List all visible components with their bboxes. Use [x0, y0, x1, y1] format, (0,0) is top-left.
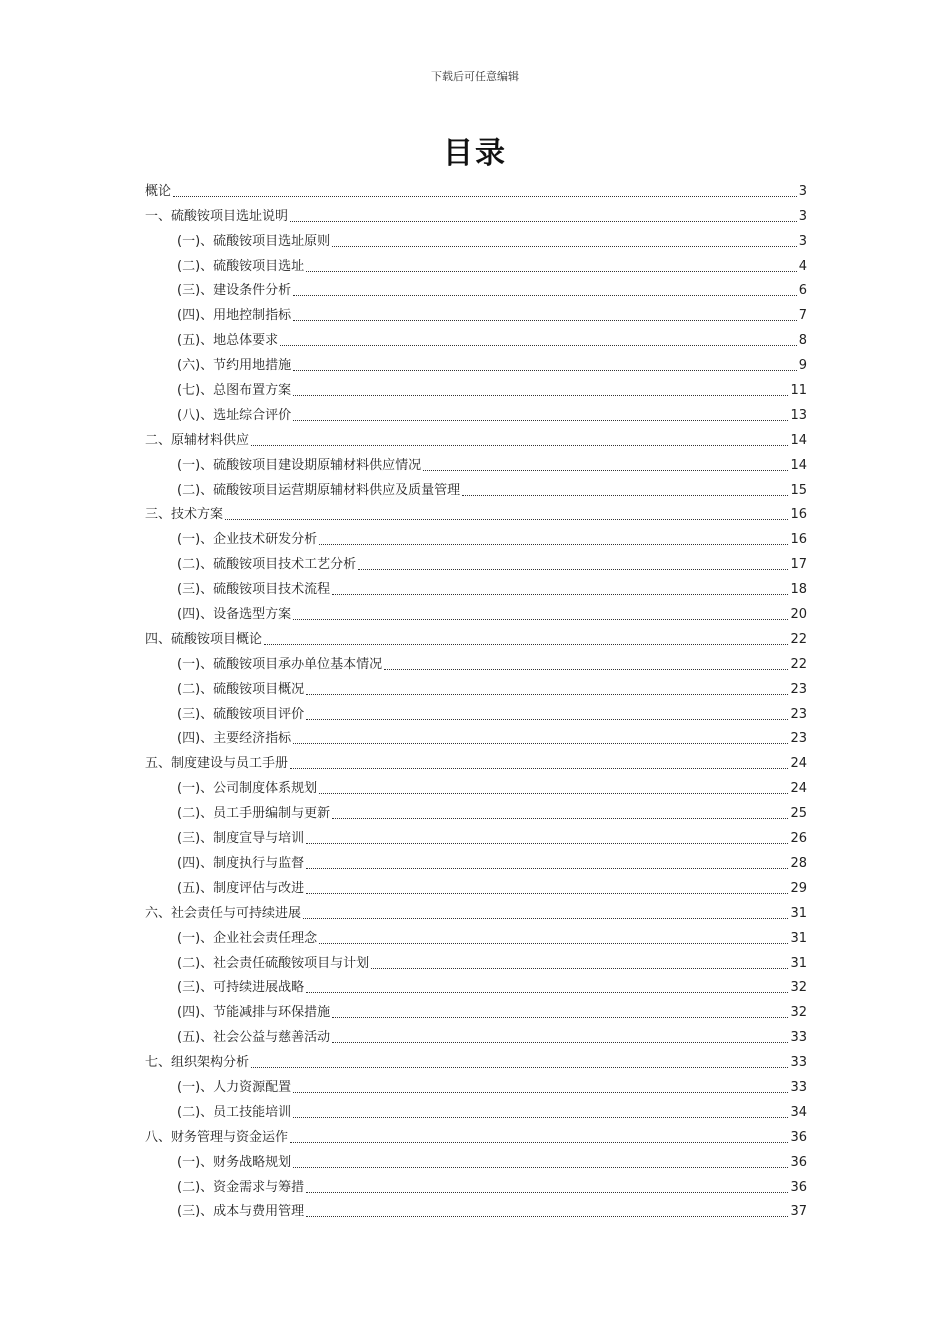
toc-entry[interactable] — [145, 200, 807, 225]
toc-entry-label: (三)、成本与费用管理 — [177, 1204, 305, 1220]
toc-entry[interactable] — [145, 648, 807, 673]
toc-dot-leader — [384, 668, 788, 670]
toc-entry[interactable] — [145, 424, 807, 449]
toc-entry-label: (一)、硫酸铵项目选址原则 — [177, 233, 331, 249]
toc-entry-label: (六)、节约用地措施 — [177, 358, 292, 374]
toc-dot-leader — [290, 220, 797, 222]
toc-dot-leader — [293, 742, 788, 744]
toc-entry[interactable] — [145, 175, 807, 200]
toc-entry-page-number: 7 — [798, 308, 807, 324]
toc-dot-leader — [319, 792, 788, 794]
toc-dot-leader — [293, 369, 797, 371]
toc-entry-label: 八、财务管理与资金运作 — [145, 1129, 289, 1145]
toc-entry-label: (三)、制度宣导与培训 — [177, 831, 305, 847]
toc-entry-label: 七、组织架构分析 — [145, 1055, 250, 1071]
toc-dot-leader — [293, 319, 797, 321]
toc-dot-leader — [332, 245, 797, 247]
toc-entry[interactable] — [145, 797, 807, 822]
toc-entry-label: (五)、社会公益与慈善活动 — [177, 1030, 331, 1046]
toc-dot-leader — [225, 518, 788, 520]
toc-dot-leader — [319, 543, 788, 545]
toc-entry-label: (一)、硫酸铵项目承办单位基本情况 — [177, 656, 383, 672]
toc-entry[interactable] — [145, 1196, 807, 1221]
toc-entry-page-number: 32 — [790, 980, 807, 996]
toc-dot-leader — [332, 1041, 788, 1043]
toc-dot-leader — [251, 1066, 788, 1068]
toc-entry-label: (二)、硫酸铵项目选址 — [177, 258, 305, 274]
toc-entry-label: (四)、设备选型方案 — [177, 607, 292, 623]
toc-entry[interactable] — [145, 299, 807, 324]
toc-dot-leader — [293, 1091, 788, 1093]
toc-entry[interactable] — [145, 225, 807, 250]
toc-entry-page-number: 8 — [798, 333, 807, 349]
toc-entry[interactable] — [145, 573, 807, 598]
toc-entry-page-number: 36 — [790, 1154, 807, 1170]
toc-entry[interactable] — [145, 897, 807, 922]
toc-entry-label: 三、技术方案 — [145, 507, 224, 523]
toc-dot-leader — [293, 419, 788, 421]
toc-entry-label: (二)、硫酸铵项目技术工艺分析 — [177, 557, 357, 573]
toc-dot-leader — [280, 344, 797, 346]
toc-dot-leader — [306, 991, 788, 993]
toc-dot-leader — [371, 967, 788, 969]
toc-entry-page-number: 24 — [790, 781, 807, 797]
toc-entry[interactable] — [145, 399, 807, 424]
toc-entry[interactable] — [145, 1021, 807, 1046]
toc-entry-label: (四)、节能减排与环保措施 — [177, 1005, 331, 1021]
toc-entry-label: 四、硫酸铵项目概论 — [145, 631, 263, 647]
toc-entry[interactable] — [145, 1121, 807, 1146]
toc-entry-label: (三)、可持续进展战略 — [177, 980, 305, 996]
toc-dot-leader — [293, 1166, 788, 1168]
toc-dot-leader — [306, 842, 788, 844]
toc-entry[interactable] — [145, 548, 807, 573]
toc-entry-label: (一)、财务战略规划 — [177, 1154, 292, 1170]
toc-entry-page-number: 11 — [790, 383, 807, 399]
toc-entry-page-number: 32 — [790, 1005, 807, 1021]
toc-entry-page-number: 17 — [790, 557, 807, 573]
toc-entry[interactable] — [145, 947, 807, 972]
toc-entry-label: (一)、企业社会责任理念 — [177, 930, 318, 946]
toc-entry-page-number: 24 — [790, 756, 807, 772]
toc-entry-label: (五)、地总体要求 — [177, 333, 279, 349]
toc-entry-label: (三)、建设条件分析 — [177, 283, 292, 299]
toc-entry-page-number: 14 — [790, 432, 807, 448]
toc-entry[interactable] — [145, 349, 807, 374]
toc-entry-page-number: 29 — [790, 880, 807, 896]
toc-dot-leader — [293, 294, 797, 296]
toc-entry-page-number: 9 — [798, 358, 807, 374]
toc-entry[interactable] — [145, 996, 807, 1021]
toc-entry-label: (四)、主要经济指标 — [177, 731, 292, 747]
toc-entry-label: 五、制度建设与员工手册 — [145, 756, 289, 772]
toc-entry[interactable] — [145, 698, 807, 723]
toc-dot-leader — [290, 767, 788, 769]
toc-entry[interactable] — [145, 499, 807, 524]
toc-dot-leader — [306, 1215, 788, 1217]
toc-entry[interactable] — [145, 523, 807, 548]
toc-entry[interactable] — [145, 747, 807, 772]
toc-entry[interactable] — [145, 1071, 807, 1096]
toc-dot-leader — [332, 1016, 788, 1018]
toc-dot-leader — [306, 1191, 788, 1193]
toc-entry-page-number: 3 — [798, 183, 807, 199]
toc-dot-leader — [173, 195, 797, 197]
toc-entry-label: (二)、员工手册编制与更新 — [177, 806, 331, 822]
toc-dot-leader — [306, 270, 797, 272]
toc-entry-label: (四)、制度执行与监督 — [177, 855, 305, 871]
toc-entry-page-number: 23 — [790, 681, 807, 697]
toc-entry[interactable] — [145, 872, 807, 897]
toc-entry[interactable] — [145, 1146, 807, 1171]
toc-dot-leader — [251, 444, 788, 446]
toc-entry-label: (一)、企业技术研发分析 — [177, 532, 318, 548]
toc-entry-page-number: 23 — [790, 706, 807, 722]
toc-entry-label: (二)、硫酸铵项目运营期原辅材料供应及质量管理 — [177, 482, 461, 498]
toc-entry-page-number: 36 — [790, 1179, 807, 1195]
toc-entry-page-number: 3 — [798, 208, 807, 224]
toc-entry[interactable] — [145, 474, 807, 499]
toc-entry-label: (一)、硫酸铵项目建设期原辅材料供应情况 — [177, 457, 422, 473]
toc-entry-page-number: 31 — [790, 905, 807, 921]
toc-entry-page-number: 36 — [790, 1129, 807, 1145]
toc-entry-label: 概论 — [145, 183, 172, 199]
toc-entry-page-number: 15 — [790, 482, 807, 498]
toc-entry-page-number: 13 — [790, 407, 807, 423]
toc-entry-page-number: 31 — [790, 930, 807, 946]
toc-entry-page-number: 18 — [790, 582, 807, 598]
page-title: 目录 — [443, 136, 507, 171]
toc-dot-leader — [293, 1116, 788, 1118]
toc-entry-page-number: 28 — [790, 855, 807, 871]
toc-dot-leader — [290, 1141, 788, 1143]
toc-entry-label: (七)、总图布置方案 — [177, 383, 292, 399]
toc-dot-leader — [306, 718, 788, 720]
toc-entry-page-number: 33 — [790, 1055, 807, 1071]
toc-entry-page-number: 22 — [790, 631, 807, 647]
toc-entry-label: 二、原辅材料供应 — [145, 432, 250, 448]
toc-dot-leader — [293, 618, 788, 620]
toc-entry-label: 一、硫酸铵项目选址说明 — [145, 208, 289, 224]
toc-entry-page-number: 22 — [790, 656, 807, 672]
toc-entry-page-number: 3 — [798, 233, 807, 249]
toc-entry-label: (八)、选址综合评价 — [177, 407, 292, 423]
toc-dot-leader — [462, 494, 788, 496]
toc-entry-label: (二)、员工技能培训 — [177, 1104, 292, 1120]
toc-entry[interactable] — [145, 250, 807, 275]
toc-entry[interactable] — [145, 822, 807, 847]
toc-entry[interactable] — [145, 275, 807, 300]
toc-entry-page-number: 16 — [790, 507, 807, 523]
toc-entry-page-number: 26 — [790, 831, 807, 847]
toc-entry-page-number: 14 — [790, 457, 807, 473]
toc-entry[interactable] — [145, 972, 807, 997]
toc-entry-page-number: 33 — [790, 1079, 807, 1095]
toc-entry-page-number: 31 — [790, 955, 807, 971]
toc-entry-label: (五)、制度评估与改进 — [177, 880, 305, 896]
toc-entry-page-number: 4 — [798, 258, 807, 274]
toc-entry-page-number: 16 — [790, 532, 807, 548]
toc-dot-leader — [306, 867, 788, 869]
toc-entry[interactable] — [145, 1096, 807, 1121]
toc-entry-page-number: 34 — [790, 1104, 807, 1120]
toc-dot-leader — [358, 568, 788, 570]
toc-entry[interactable] — [145, 847, 807, 872]
toc-entry[interactable] — [145, 772, 807, 797]
toc-dot-leader — [264, 643, 788, 645]
toc-entry[interactable] — [145, 374, 807, 399]
toc-entry-page-number: 37 — [790, 1204, 807, 1220]
toc-dot-leader — [332, 817, 788, 819]
toc-entry-page-number: 33 — [790, 1030, 807, 1046]
toc-dot-leader — [306, 693, 788, 695]
toc-entry-label: 六、社会责任与可持续进展 — [145, 905, 302, 921]
page-header: 下载后可任意编辑 — [431, 70, 519, 83]
toc-entry-page-number: 25 — [790, 806, 807, 822]
toc-dot-leader — [423, 469, 788, 471]
toc-entry[interactable] — [145, 623, 807, 648]
toc-dot-leader — [319, 942, 788, 944]
toc-entry[interactable] — [145, 1046, 807, 1071]
toc-dot-leader — [293, 394, 788, 396]
toc-dot-leader — [306, 892, 788, 894]
toc-entry[interactable] — [145, 598, 807, 623]
toc-entry[interactable] — [145, 324, 807, 349]
toc-entry-label: (三)、硫酸铵项目评价 — [177, 706, 305, 722]
toc-dot-leader — [303, 917, 788, 919]
toc-entry[interactable] — [145, 449, 807, 474]
toc-dot-leader — [332, 593, 788, 595]
toc-entry-page-number: 6 — [798, 283, 807, 299]
toc-entry[interactable] — [145, 723, 807, 748]
toc-entry[interactable] — [145, 673, 807, 698]
toc-entry[interactable] — [145, 1171, 807, 1196]
toc-entry-label: (二)、社会责任硫酸铵项目与计划 — [177, 955, 370, 971]
toc-entry[interactable] — [145, 922, 807, 947]
toc-entry-label: (二)、资金需求与筹措 — [177, 1179, 305, 1195]
table-of-contents — [145, 175, 807, 1220]
toc-entry-page-number: 23 — [790, 731, 807, 747]
toc-entry-label: (一)、人力资源配置 — [177, 1079, 292, 1095]
toc-entry-label: (三)、硫酸铵项目技术流程 — [177, 582, 331, 598]
toc-entry-label: (二)、硫酸铵项目概况 — [177, 681, 305, 697]
toc-entry-page-number: 20 — [790, 607, 807, 623]
toc-entry-label: (四)、用地控制指标 — [177, 308, 292, 324]
toc-entry-label: (一)、公司制度体系规划 — [177, 781, 318, 797]
